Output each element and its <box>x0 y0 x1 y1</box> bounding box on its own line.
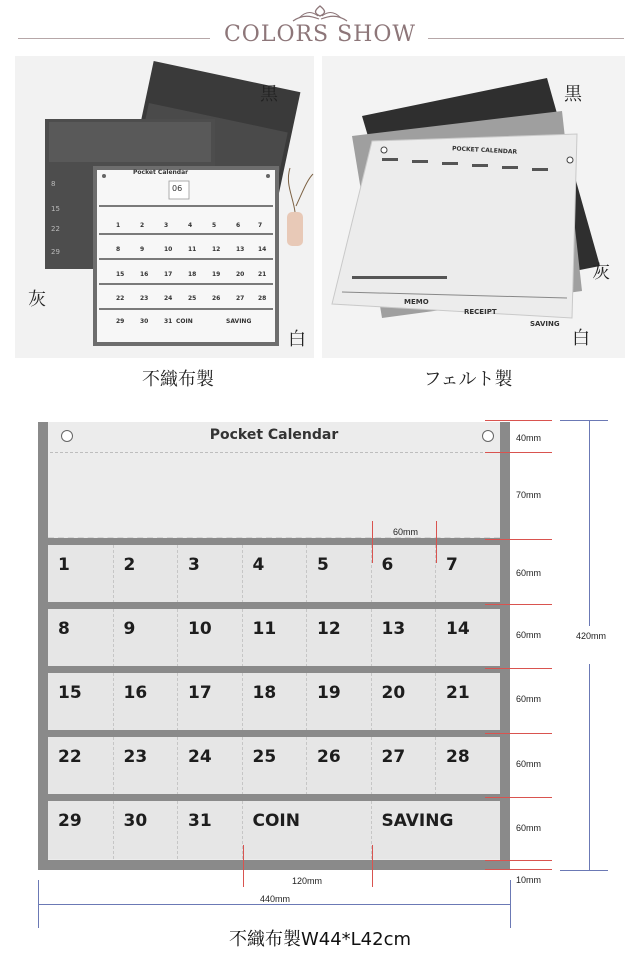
dim-width: 440mm <box>257 894 293 904</box>
dim-row4: 60mm <box>516 759 542 769</box>
pocket-label: 20 <box>381 683 406 703</box>
pocket-day <box>306 545 371 603</box>
pocket-day <box>48 545 113 603</box>
dim-height: 420mm <box>576 631 607 641</box>
mini-pocket-label: 16 <box>140 271 149 278</box>
pocket-day <box>435 609 500 667</box>
pocket-label: 19 <box>317 683 341 703</box>
pocket-label: 25 <box>252 747 277 767</box>
mini-pocket-label: 23 <box>140 295 149 302</box>
pocket-day <box>242 545 307 603</box>
pocket-coin <box>242 801 371 859</box>
pocket-day <box>306 609 371 667</box>
pocket-day <box>435 737 500 795</box>
width-dim-line <box>38 904 511 905</box>
dim-tick <box>372 845 373 887</box>
pocket-day <box>48 801 113 859</box>
felt-pocket-label: MEMO <box>404 298 429 306</box>
dim-tick <box>243 845 244 887</box>
pocket-day <box>177 609 242 667</box>
height-dim-line <box>589 664 590 871</box>
pocket-day <box>177 737 242 795</box>
pocket-label: 31 <box>188 811 212 831</box>
mini-pocket-label: 1 <box>116 222 121 229</box>
label-black-felt: 黒 <box>564 84 582 105</box>
pocket-label: 6 <box>381 555 394 575</box>
mini-pocket-label: 21 <box>258 271 267 278</box>
mini-pocket-label: 31 <box>164 318 173 325</box>
pocket-day <box>306 673 371 731</box>
dim-row3: 60mm <box>516 694 542 704</box>
svg-text:22: 22 <box>51 225 60 233</box>
width-dim-line <box>38 880 39 928</box>
dim-coin: 120mm <box>292 876 323 886</box>
dim-tick <box>485 420 552 421</box>
mini-pocket-label: 28 <box>258 295 267 302</box>
pocket-day <box>371 673 436 731</box>
mini-pocket-label: SAVING <box>226 318 252 325</box>
pocket-label: 4 <box>252 555 265 575</box>
stitch-line <box>50 452 498 453</box>
mini-pocket-label: 9 <box>140 246 145 253</box>
svg-text:8: 8 <box>51 180 56 188</box>
pocket-row <box>48 673 500 731</box>
width-dim-line <box>510 880 511 928</box>
pocket-saving <box>371 801 500 859</box>
pocket-day <box>177 673 242 731</box>
label-white: 白 <box>288 329 306 350</box>
pocket-day <box>306 737 371 795</box>
mini-pocket-label: 8 <box>116 246 121 253</box>
calendar-title: Pocket Calendar <box>209 427 339 443</box>
pocket-day <box>177 801 242 859</box>
mini-pocket-label: COIN <box>176 318 193 325</box>
height-dim-line <box>560 870 608 871</box>
pocket-day <box>371 737 436 795</box>
pocket-day <box>113 801 178 859</box>
pocket-label: 24 <box>188 747 212 767</box>
dim-tick <box>485 860 552 861</box>
pocket-label: 11 <box>252 619 277 639</box>
mini-pocket-label: 24 <box>164 295 173 302</box>
pocket-day <box>113 545 178 603</box>
svg-text:29: 29 <box>51 248 60 256</box>
crown-ornament-icon <box>285 4 355 24</box>
photo-felt-title: POCKET CALENDAR <box>451 145 518 156</box>
pocket-label: 2 <box>123 555 136 575</box>
dim-tick <box>485 668 552 669</box>
pocket-label: 1 <box>58 555 70 575</box>
pocket-label: SAVING <box>381 811 454 831</box>
mini-pocket-label: 13 <box>236 246 245 253</box>
photo-nonwoven-title: Pocket Calendar <box>133 169 189 176</box>
felt-pocket-label: SAVING <box>530 320 560 328</box>
mini-pocket-label: 22 <box>116 295 125 302</box>
page-title: COLORS SHOW <box>223 22 417 47</box>
pocket-day <box>242 609 307 667</box>
mini-pocket-label: 14 <box>258 246 267 253</box>
pocket-day <box>371 609 436 667</box>
dim-tick <box>485 869 552 870</box>
pocket-day <box>48 609 113 667</box>
pocket-row <box>48 801 500 859</box>
pocket-label: 18 <box>252 683 277 703</box>
pocket-label: 13 <box>381 619 406 639</box>
photo-nonwoven-month: 06 <box>172 184 183 193</box>
pocket-label: 10 <box>188 619 212 639</box>
pocket-row <box>48 545 500 603</box>
pocket-label: 5 <box>317 555 329 575</box>
label-gray: 灰 <box>28 289 46 310</box>
pocket-label: 17 <box>188 683 212 703</box>
mini-pocket-label: 19 <box>212 271 221 278</box>
pocket-day <box>113 673 178 731</box>
pocket-label: 23 <box>123 747 148 767</box>
mini-pocket-label: 17 <box>164 271 173 278</box>
pocket-label: 30 <box>123 811 148 831</box>
dim-tick <box>436 521 437 563</box>
height-dim-line <box>589 420 590 626</box>
dim-tick <box>372 521 373 563</box>
dim-panel: 70mm <box>516 490 542 500</box>
pocket-label: 29 <box>58 811 82 831</box>
pocket-label: 28 <box>446 747 470 767</box>
pocket-day <box>113 609 178 667</box>
pocket-label: 7 <box>446 555 458 575</box>
caption-nonwoven: 不織布製 <box>142 369 214 390</box>
svg-text:15: 15 <box>51 205 60 213</box>
pocket-day <box>242 673 307 731</box>
mini-pocket-label: 6 <box>236 222 241 229</box>
mini-pocket-label: 12 <box>212 246 221 253</box>
pocket-label: 3 <box>188 555 200 575</box>
pocket-row <box>48 737 500 795</box>
pocket-day <box>371 545 436 603</box>
mini-pocket-label: 4 <box>188 222 193 229</box>
mini-pocket-label: 26 <box>212 295 221 302</box>
pocket-day <box>113 737 178 795</box>
pocket-label: 21 <box>446 683 470 703</box>
mini-pocket-label: 25 <box>188 295 197 302</box>
dim-tick <box>485 604 552 605</box>
felt-pocket-label: RECEIPT <box>464 308 497 316</box>
mini-pocket-label: 20 <box>236 271 245 278</box>
mini-pocket-label: 15 <box>116 271 125 278</box>
dim-row5: 60mm <box>516 823 542 833</box>
pocket-label: 12 <box>317 619 341 639</box>
row-divider <box>48 602 500 609</box>
caption-felt: フェルト製 <box>423 369 513 390</box>
dim-bottom: 10mm <box>516 875 542 885</box>
pocket-day <box>48 673 113 731</box>
pocket-day <box>435 545 500 603</box>
pocket-day <box>242 737 307 795</box>
dim-tick <box>485 797 552 798</box>
pocket-label: COIN <box>252 811 300 831</box>
pocket-row <box>48 609 500 667</box>
mini-pocket-label: 11 <box>188 246 197 253</box>
size-caption: 不織布製W44*L42cm <box>228 929 412 950</box>
mini-pocket-label: 30 <box>140 318 149 325</box>
label-gray-felt: 灰 <box>592 262 610 283</box>
height-dim-line <box>560 420 608 421</box>
dim-pocket: 60mm <box>393 527 419 537</box>
mini-pocket-label: 2 <box>140 222 145 229</box>
dim-tick <box>485 733 552 734</box>
dim-row1: 60mm <box>516 568 542 578</box>
mini-pocket-label: 3 <box>164 222 169 229</box>
mini-pocket-label: 29 <box>116 318 125 325</box>
mini-pocket-label: 27 <box>236 295 245 302</box>
pocket-label: 14 <box>446 619 470 639</box>
pocket-label: 9 <box>123 619 136 639</box>
pocket-day <box>177 545 242 603</box>
mini-pocket-label: 7 <box>258 222 263 229</box>
row-divider <box>48 666 500 673</box>
mini-pocket-label: 5 <box>212 222 217 229</box>
dim-top: 40mm <box>516 433 542 443</box>
dim-tick <box>485 539 552 540</box>
pocket-day <box>48 737 113 795</box>
row-divider <box>48 730 500 737</box>
dim-tick <box>485 452 552 453</box>
mini-pocket-label: 10 <box>164 246 173 253</box>
pocket-label: 27 <box>381 747 406 767</box>
pocket-label: 22 <box>58 747 82 767</box>
pocket-label: 16 <box>123 683 148 703</box>
row-divider <box>48 538 500 545</box>
label-black: 黒 <box>260 84 278 105</box>
pocket-label: 8 <box>58 619 70 639</box>
pocket-label: 15 <box>58 683 82 703</box>
row-divider <box>48 794 500 801</box>
mini-pocket-label: 18 <box>188 271 197 278</box>
label-white-felt: 白 <box>572 328 590 349</box>
pocket-day <box>435 673 500 731</box>
dim-row2: 60mm <box>516 630 542 640</box>
pocket-label: 26 <box>317 747 341 767</box>
